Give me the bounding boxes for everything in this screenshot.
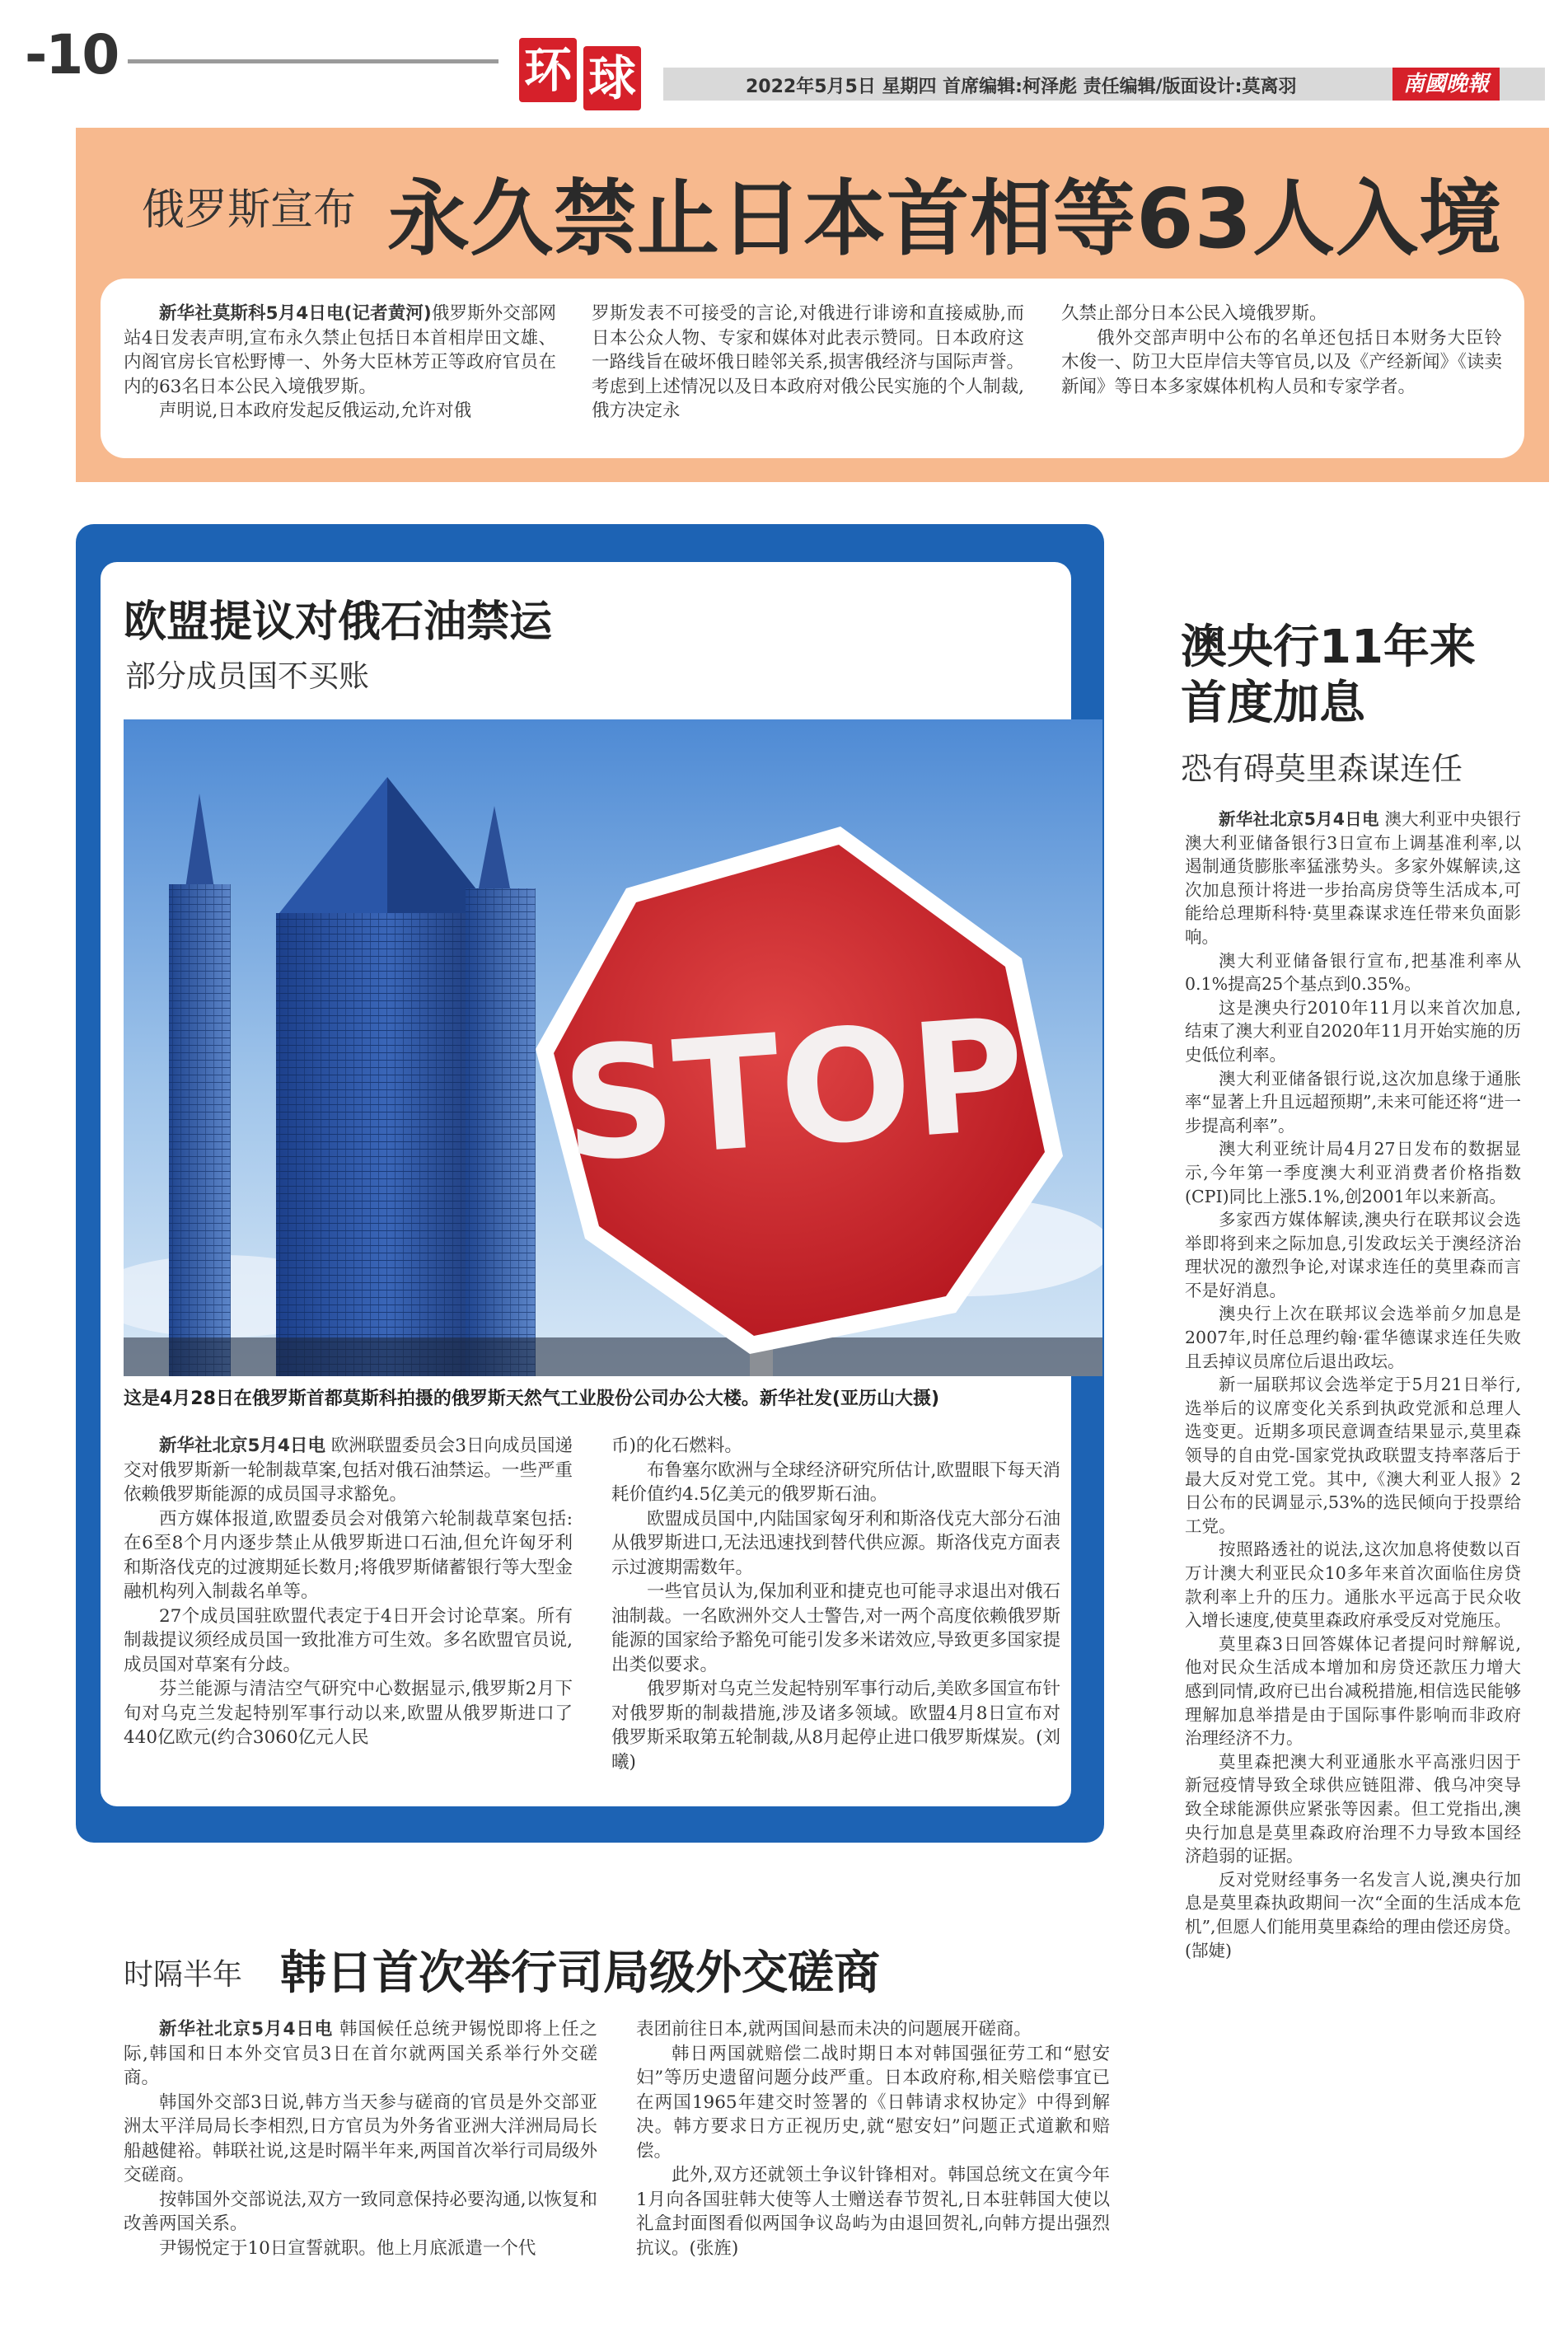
top-story-col-2 <box>592 302 1024 424</box>
au-story-para: 莫里森3日回答媒体记者提问时辩解说,他对民众生活成本增加和房贷还款压力增大感到同情,政府已出台减税措施,相信选民能够理解加息举措是由于国际事件影响而非政府治理经济不力。 <box>1185 1633 1521 1749</box>
eu-story-para: 欧洲联盟委员会3日向成员国递交对俄罗斯新一轮制裁草案,包括对俄石油禁运。一些严重依赖俄罗斯能源的成员国寻求豁免。 <box>124 1436 573 1505</box>
gazprom-building-stop-sign-image <box>124 719 1102 1376</box>
top-story-kicker: 俄罗斯宣布 <box>142 185 357 235</box>
section-tag <box>519 33 643 107</box>
au-story-para: 莫里森把澳大利亚通胀水平高涨归因于新冠疫情导致全球供应链阻滞、俄乌冲突导致全球能源供应紧张等因素。但工党指出,澳央行加息是莫里森政府治理不力导致本国经济趋弱的证据。 <box>1185 1751 1521 1867</box>
top-story-col-3 <box>1061 302 1502 399</box>
eu-story-para: 27个成员国驻欧盟代表定于4日开会讨论草案。所有制裁提议须经成员国一致批准方可生效。多名欧盟官员说,成员国对草案有分歧。 <box>124 1605 573 1675</box>
au-story-para: 澳大利亚储备银行说,这次加息缘于通胀率“显著上升且远超预期”,未来可能还将“进一步提高利率”。 <box>1185 1068 1521 1136</box>
au-story-subtitle: 恐有碍莫里森谋连任 <box>1181 751 1463 787</box>
au-story-para: 澳大利亚储备银行宣布,把基准利率从0.1%提高25个基点到0.35%。 <box>1185 950 1521 995</box>
eu-story-title: 欧盟提议对俄石油禁运 <box>124 597 553 647</box>
kr-story-para: 韩国候任总统尹锡悦即将上任之际,韩国和日本外交官员3日在首尔就两国关系举行外交磋商。 <box>124 2019 597 2088</box>
top-story-para: 俄外交部声明中公布的名单还包括日本财务大臣铃木俊一、防卫大臣岸信夫等官员,以及《产经新闻》《读卖新闻》等日本多家媒体机构人员和专家学者。 <box>1061 327 1502 397</box>
eu-story-col-1 <box>124 1434 573 1750</box>
kr-story-col-2 <box>636 2017 1110 2260</box>
kr-story-para: 表团前往日本,就两国间悬而未决的问题展开磋商。 <box>636 2019 1032 2040</box>
au-story-para: 澳大利亚中央银行澳大利亚储备银行3日宣布上调基准利率,以遏制通货膨胀率猛涨势头。多家外媒解读,这次加息预计将进一步抬高房贷等生活成本,可能给总理斯科特·莫里森谋求连任带来负面影响。 <box>1185 809 1521 947</box>
au-story-title-line-2: 首度加息 <box>1181 677 1365 730</box>
au-story-para: 按照路透社的说法,这次加息将使数以百万计澳大利亚民众10多年来首次面临住房贷款利率上升的压力。通胀水平远高于民众收入增长速度,使莫里森政府承受反对党施压。 <box>1185 1539 1521 1631</box>
page-number: -10 <box>25 23 119 87</box>
eu-story-para: 俄罗斯对乌克兰发起特别军事行动后,美欧多国宣布针对俄罗斯的制裁措施,涉及诸多领域。欧盟4月8日宣布对俄罗斯采取第五轮制裁,从8月起停止进口俄罗斯煤炭。(刘曦) <box>611 1679 1060 1773</box>
au-story-para: 澳大利亚统计局4月27日发布的数据显示,今年第一季度澳大利亚消费者价格指数(CPI)同比上涨5.1%,创2001年以来新高。 <box>1185 1139 1521 1206</box>
au-story-para: 新一届联邦议会选举定于5月21日举行,选举后的议席变化关系到执政党派和总理人选变更。近期多项民意调查结果显示,莫里森领导的自由党-国家党执政联盟支持率落后于最大反对党工党。其中,《澳大利亚人报》2日公布的民调显示,53%的选民倾向于投票给工党。 <box>1185 1375 1521 1536</box>
eu-story-para: 欧盟成员国中,内陆国家匈牙利和斯洛伐克大部分石油从俄罗斯进口,无法迅速找到替代供应源。斯洛伐克方面表示过渡期需数年。 <box>611 1508 1060 1578</box>
header-info: 2022年5月5日 星期四 首席编辑:柯泽彪 责任编辑/版面设计:莫离羽 <box>746 77 1297 97</box>
eu-story-photo <box>124 719 1102 1376</box>
kr-story-para: 按韩国外交部说法,双方一致同意保持必要沟通,以恢复和改善两国关系。 <box>124 2189 597 2234</box>
top-story-dateline: 新华社莫斯科5月4日电(记者黄河) <box>159 303 432 324</box>
au-story-body <box>1185 808 1521 1962</box>
kr-story-para: 韩日两国就赔偿二战时期日本对韩国强征劳工和“慰安妇”等历史遗留问题分歧严重。日本政府称,相关赔偿事宜已在两国1965年建交时签署的《日韩请求权协定》中得到解决。韩方要求日方正视历史,就“慰安妇”问题正式道歉和赔偿。 <box>636 2043 1110 2162</box>
eu-story-col-2 <box>611 1434 1060 1774</box>
kr-story-para: 尹锡悦定于10日宣誓就职。他上月底派遣一个代 <box>159 2237 536 2259</box>
au-story-dateline: 新华社北京5月4日电 <box>1219 809 1379 829</box>
top-story-para: 俄罗斯外交部网站4日发表声明,宣布永久禁止包括日本首相岸田文雄、内阁官房长官松野博一、外务大臣林芳正等政府官员在内的63名日本公民入境俄罗斯。 <box>124 303 556 397</box>
newspaper-logo: 南國晚報 <box>1392 68 1500 101</box>
section-char-1: 环 <box>519 38 577 102</box>
kr-story-para: 此外,双方还就领土争议针锋相对。韩国总统文在寅今年1月向各国驻韩大使等人士赠送春节贺礼,日本驻韩国大使以礼盒封面图看似两国争议岛屿为由退回贺礼,向韩方提出强烈抗议。(张旌) <box>636 2165 1110 2259</box>
kr-story-para: 韩国外交部3日说,韩方当天参与磋商的官员是外交部亚洲太平洋局局长李相烈,日方官员为外务省亚洲大洋洲局局长船越健裕。韩联社说,这是时隔半年来,两国首次举行司局级外交磋商。 <box>124 2091 597 2185</box>
au-story-para: 反对党财经事务一名发言人说,澳央行加息是莫里森执政期间一次“全面的生活成本危机”,但愿人们能用莫里森给的理由偿还房贷。(郜婕) <box>1185 1869 1521 1960</box>
top-story-para: 罗斯发表不可接受的言论,对俄进行诽谤和直接威胁,而日本公众人物、专家和媒体对此表示赞同。日本政府这一路线旨在破坏俄日睦邻关系,损害俄经济与国际声誉。考虑到上述情况以及日本政府对俄公民实施的个人制裁,俄方决定永 <box>592 303 1024 421</box>
eu-story-dateline: 新华社北京5月4日电 <box>159 1436 325 1456</box>
eu-story-para: 布鲁塞尔欧洲与全球经济研究所估计,欧盟眼下每天消耗价值约4.5亿美元的俄罗斯石油。 <box>611 1459 1060 1505</box>
header-divider <box>128 59 498 63</box>
au-story-title-line-1: 澳央行11年来 <box>1181 621 1476 674</box>
eu-story-para: 币)的化石燃料。 <box>611 1436 742 1456</box>
top-story-title: 永久禁止日本首相等63人入境 <box>387 171 1503 267</box>
au-story-para: 这是澳央行2010年11月以来首次加息,结束了澳大利亚自2020年11月开始实施的历史低位利率。 <box>1185 997 1521 1065</box>
section-char-2: 球 <box>583 46 641 110</box>
eu-story-para: 西方媒体报道,欧盟委员会对俄第六轮制裁草案包括:在6至8个月内逐步禁止从俄罗斯进口石油,但允许匈牙利和斯洛伐克的过渡期延长数月;将俄罗斯储蓄银行等大型金融机构列入制裁名单等。 <box>124 1508 573 1602</box>
eu-story-subtitle: 部分成员国不买账 <box>125 658 369 694</box>
top-story-para: 声明说,日本政府发起反俄运动,允许对俄 <box>159 400 472 421</box>
eu-story-para: 一些官员认为,保加利亚和捷克也可能寻求退出对俄石油制裁。一名欧洲外交人士警告,对一两个高度依赖俄罗斯能源的国家给予豁免可能引发多米诺效应,导致更多国家提出类似要求。 <box>611 1581 1060 1675</box>
au-story-para: 澳央行上次在联邦议会选举前夕加息是2007年,时任总理约翰·霍华德谋求连任失败且丢掉议员席位后退出政坛。 <box>1185 1304 1521 1371</box>
top-story-col-1 <box>124 302 556 424</box>
au-story-para: 多家西方媒体解读,澳央行在联邦议会选举即将到来之际加息,引发政坛关于澳经济治理状况的激烈争论,对谋求连任的莫里森而言不是好消息。 <box>1185 1210 1521 1300</box>
kr-story-title: 韩日首次举行司局级外交磋商 <box>280 1946 880 2000</box>
kr-story-kicker: 时隔半年 <box>124 1958 243 1992</box>
eu-story-para: 芬兰能源与清洁空气研究中心数据显示,俄罗斯2月下旬对乌克兰发起特别军事行动以来,欧盟从俄罗斯进口了440亿欧元(约合3060亿元人民 <box>124 1679 573 1748</box>
au-story-title <box>1181 620 1543 732</box>
stop-sign-text: STOP <box>557 984 1032 1197</box>
kr-story-col-1 <box>124 2017 597 2260</box>
top-story-para: 久禁止部分日本公民入境俄罗斯。 <box>1061 303 1327 324</box>
eu-photo-caption: 这是4月28日在俄罗斯首都莫斯科拍摄的俄罗斯天然气工业股份公司办公大楼。新华社发(亚历山大摄) <box>124 1389 940 1409</box>
kr-story-dateline: 新华社北京5月4日电 <box>159 2019 334 2040</box>
